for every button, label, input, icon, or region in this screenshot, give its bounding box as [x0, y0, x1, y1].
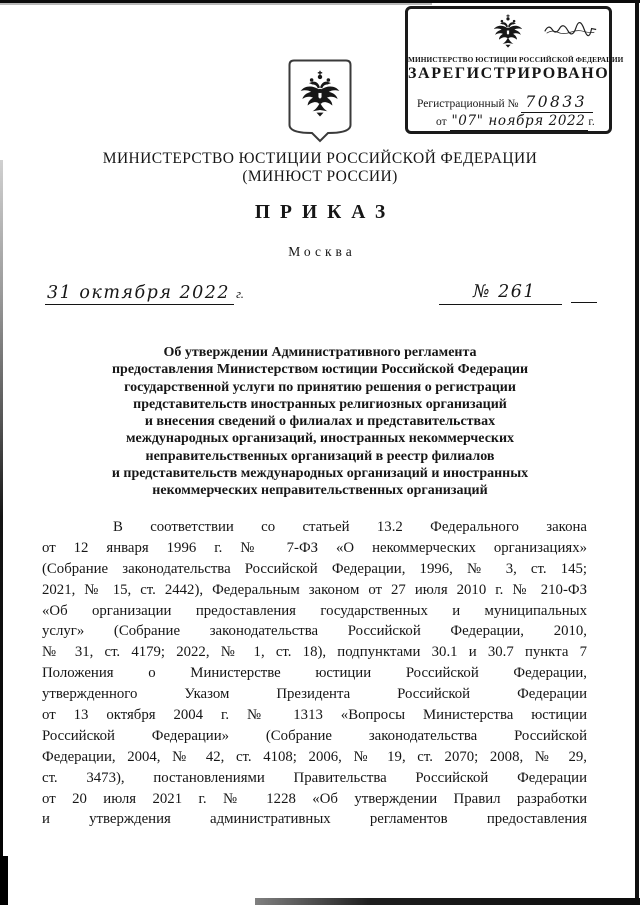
title-line: и внесения сведений о филиалах и представительствах	[144, 414, 496, 430]
scan-edge-left	[0, 160, 3, 905]
coat-of-arms-icon	[288, 59, 352, 143]
scan-edge-left-bottom	[0, 856, 8, 905]
title-line: представительств иностранных религиозных организаций	[133, 396, 507, 412]
title-line: предоставления Министерством юстиции Российской Федерации	[111, 362, 529, 378]
city-label: Москва	[288, 244, 356, 259]
body-line: (Собрание законодательства Российской Федерации, 1996, № 3, ст. 145;	[42, 560, 587, 577]
stamp-reg-number-label: Регистрационный №	[417, 98, 519, 110]
document-body	[42, 517, 587, 830]
body-line: ст. 3473), постановлениями Правительства Российской Федерации	[42, 769, 587, 786]
body-line: утвержденного Указом Президента Российской Федерации	[42, 686, 587, 703]
number-underline-segment	[571, 284, 597, 303]
title-line: международных организаций, иностранных некоммерческих	[125, 431, 515, 447]
stamp-eagle-icon	[492, 13, 524, 51]
document-date-suffix: г.	[236, 287, 244, 301]
scan-edge-right	[635, 0, 639, 905]
stamp-date-value: "07" ноября 2022	[450, 113, 589, 131]
title-line: Об утверждении Административного регламента	[163, 345, 477, 360]
stamp-reg-number-value: 70833	[521, 93, 593, 113]
body-line: от 13 октября 2004 г. № 1313 «Вопросы Министерства юстиции	[42, 707, 587, 724]
ministry-name: МИНИСТЕРСТВО ЮСТИЦИИ РОССИЙСКОЙ ФЕДЕРАЦИИ	[102, 150, 538, 167]
document-number	[439, 282, 597, 303]
title-line: некоммерческих неправительственных организаций	[152, 483, 488, 499]
body-line: В соответствии со статьей 13.2 Федерального закона	[113, 519, 587, 535]
stamp-registration-date	[436, 113, 595, 129]
document-date	[45, 283, 244, 303]
body-line: Федерации, 2004, № 42, ст. 4108; 2006, № 19, ст. 2070; 2008, № 29,	[42, 748, 587, 765]
scan-edge-bottom	[255, 898, 640, 905]
stamp-signature-icon	[543, 22, 598, 37]
date-number-row	[45, 282, 597, 303]
title-line: и представительств международных организаций и иностранных	[111, 466, 529, 482]
stamp-registered-label: ЗАРЕГИСТРИРОВАНО	[408, 65, 610, 82]
body-line: 2021, № 15, ст. 2442), Федеральным законом от 27 июля 2010 г. № 210-ФЗ	[42, 581, 587, 598]
document-date-handwritten: 31 октября 2022	[45, 283, 234, 305]
title-line: государственной услуги по принятию решения о регистрации	[124, 379, 516, 395]
body-line: услуг» (Собрание законодательства Российской Федерации, 2010,	[42, 623, 587, 640]
ministry-short-name: (МИНЮСТ РОССИИ)	[242, 168, 398, 185]
body-line: Российской Федерации» (Собрание законодательства Российской	[42, 727, 587, 744]
stamp-ministry-line: МИНИСТЕРСТВО ЮСТИЦИИ РОССИЙСКОЙ ФЕДЕРАЦИИ	[408, 55, 624, 64]
document-number-handwritten: № 261	[439, 282, 562, 305]
body-line: № 31, ст. 4179; 2022, № 1, ст. 18), подпунктами 30.1 и 30.7 пункта 7	[42, 644, 587, 661]
body-line: «Об организации предоставления государственных и муниципальных	[42, 602, 587, 619]
body-line: от 12 января 1996 г. № 7-ФЗ «О некоммерческих организациях»	[42, 539, 587, 556]
body-line: от 20 июля 2021 г. № 1228 «Об утверждении Правил разработки	[42, 790, 587, 807]
stamp-date-suffix: г.	[588, 116, 595, 128]
scan-edge-top-gray	[0, 3, 432, 5]
stamp-registration-number	[417, 93, 593, 111]
document-type-heading: ПРИКАЗ	[254, 202, 396, 223]
body-line: и утверждения административных регламентов предоставления	[42, 811, 587, 828]
registration-stamp	[405, 6, 624, 134]
title-line: неправительственных организаций в реестр филиалов	[145, 448, 495, 464]
document-title	[40, 344, 600, 500]
stamp-date-prefix: от	[436, 116, 447, 128]
body-line: Положения о Министерстве юстиции Российской Федерации,	[42, 665, 587, 682]
